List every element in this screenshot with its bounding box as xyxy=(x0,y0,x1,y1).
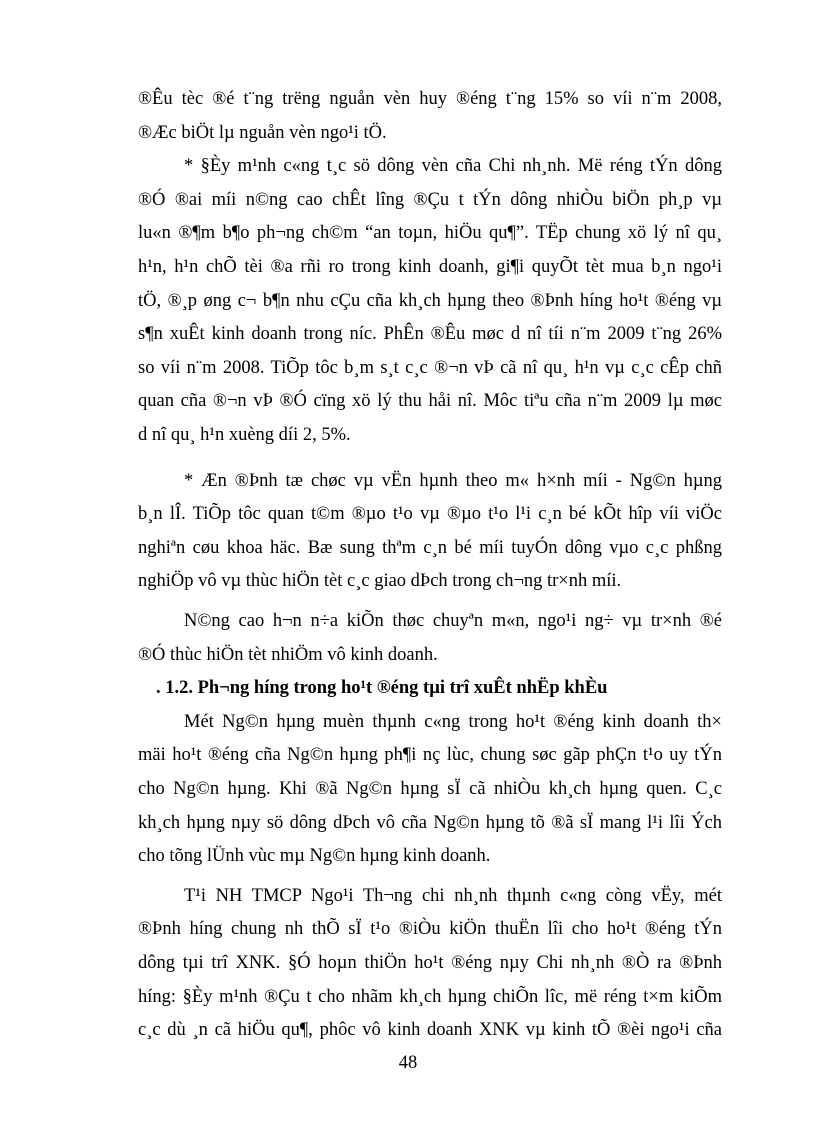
paragraph-line: c¸c dù ¸n cã hiÖu qu¶, phôc vô kinh doanh XNK vµ kinh tÕ ®èi ngo¹i cña xyxy=(138,1020,722,1041)
paragraph-line: b¸n lÎ. TiÕp tôc quan t©m ®µo t¹o vµ ®µo t¹o l¹i c¸n bé kÕt hîp víi viÖc xyxy=(138,504,722,525)
paragraph-line: ®Ó ®ai míi n©ng cao chÊt lîng ®Çu t tÝn dông nhiÒu biÖn ph¸p vµ xyxy=(138,189,722,210)
paragraph-line: híng: §Èy m¹nh ®Çu t cho nhãm kh¸ch hµng chiÕn lîc, më réng t×m kiÕm xyxy=(138,986,722,1007)
paragraph-line: N©ng cao h¬n n÷a kiÕn thøc chuyªn m«n, ngo¹i ng÷ vµ tr×nh ®é xyxy=(184,611,722,631)
paragraph-line: ®Þnh híng chung nh thÕ sÏ t¹o ®iÒu kiÖn thuËn lîi cho ho¹t ®éng tÝn xyxy=(138,919,722,940)
paragraph-line: kh¸ch hµng nµy sö dông dÞch vô cña Ng©n hµng tõ ®ã sÏ mang l¹i lîi Ých xyxy=(138,812,722,833)
paragraph-line: d nî qu¸ h¹n xuèng díi 2, 5%. xyxy=(138,425,351,445)
paragraph-line: s¶n xuÊt kinh doanh trong níc. PhÊn ®Êu møc d nî tíi n¨m 2009 t¨ng 26% xyxy=(138,324,722,345)
paragraph-line: ®Êu tèc ®é t¨ng trëng nguån vèn huy ®éng t¨ng 15% so víi n¨m 2008, xyxy=(138,89,722,109)
paragraph-line: lu«n ®¶m b¶o ph¬ng ch©m “an toµn, hiÖu qu¶”. TËp chung xö lý nî qu¸ xyxy=(138,223,722,244)
paragraph-line: tÖ, ®¸p øng c¬ b¶n nhu cÇu cña kh¸ch hµng theo ®Þnh híng ho¹t ®éng vµ xyxy=(138,290,722,311)
paragraph-line: T¹i NH TMCP Ngo¹i Th¬ng chi nh¸nh thµnh c«ng còng vËy, mét xyxy=(184,885,722,906)
paragraph-line: h¹n, h¹n chÕ tèi ®a rñi ro trong kinh doanh, gi¶i quyÕt tèt mua b¸n ngo¹i xyxy=(138,257,722,277)
paragraph-line: * §Èy m¹nh c«ng t¸c sö dông vèn cña Chi nh¸nh. Më réng tÝn dông xyxy=(184,156,722,177)
paragraph-line: so víi n¨m 2008. TiÕp tôc b¸m s¸t c¸c ®¬n vÞ cã nî qu¸ h¹n vµ c¸c cÊp chñ xyxy=(138,357,722,378)
paragraph-line: * Æn ®Þnh tæ chøc vµ vËn hµnh theo m« h×nh míi - Ng©n hµng xyxy=(184,470,722,491)
paragraph-line: ®Æc biÖt lµ nguån vèn ngo¹i tÖ. xyxy=(138,122,387,143)
section-heading: . 1.2. Ph¬ng híng trong ho¹t ®éng tµi trî xuÊt nhËp khÈu xyxy=(156,678,608,699)
paragraph-line: nghiÖp vô vµ thùc hiÖn tèt c¸c giao dÞch trong ch¬ng tr×nh míi. xyxy=(138,571,622,592)
paragraph-line: dông tµi trî XNK. §Ó hoµn thiÖn ho¹t ®éng nµy Chi nh¸nh ®Ò ra ®Þnh xyxy=(138,953,722,973)
paragraph-line: quan cña ®¬n vÞ ®Ó cïng xö lý thu håi nî. Môc tiªu cña n¨m 2009 lµ møc xyxy=(138,391,722,412)
paragraph-line: cho tõng lÜnh vùc mµ Ng©n hµng kinh doanh. xyxy=(138,846,491,867)
paragraph-line: mäi ho¹t ®éng cña Ng©n hµng ph¶i nç lùc, chung søc gãp phÇn t¹o uy tÝn xyxy=(138,745,722,766)
paragraph-line: ®Ó thùc hiÖn tèt nhiÖm vô kinh doanh. xyxy=(138,644,438,665)
paragraph-line: cho Ng©n hµng. Khi ®ã Ng©n hµng sÏ cã nhiÒu kh¸ch hµng quen. C¸c xyxy=(138,779,722,799)
paragraph-line: Mét Ng©n hµng muèn thµnh c«ng trong ho¹t ®éng kinh doanh th× xyxy=(184,711,722,732)
page-number: 48 xyxy=(398,1053,418,1073)
paragraph-line: nghiªn cøu khoa häc. Bæ sung thªm c¸n bé míi tuyÓn dông vµo c¸c phßng xyxy=(138,537,722,558)
